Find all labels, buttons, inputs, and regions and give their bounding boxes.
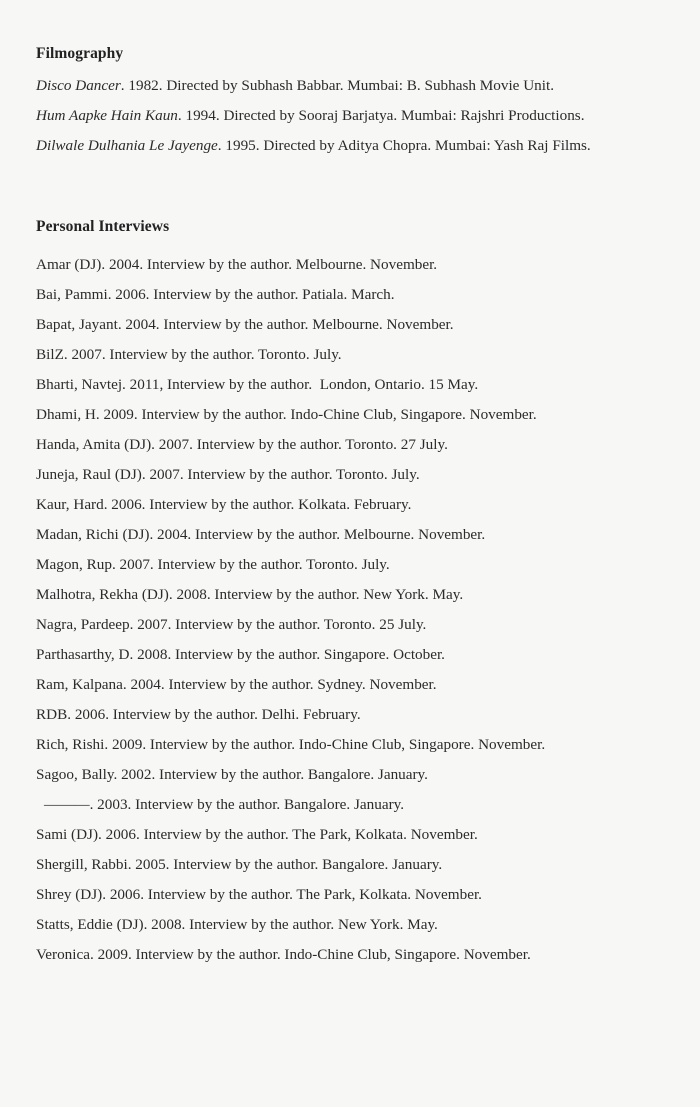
interview-entry: Veronica. 2009. Interview by the author. Indo-Chine Club, Singapore. November. xyxy=(36,946,531,963)
filmography-heading: Filmography xyxy=(36,45,124,62)
interview-entry: Bai, Pammi. 2006. Interview by the author. Patiala. March. xyxy=(36,286,395,303)
personal-interviews-heading: Personal Interviews xyxy=(36,218,170,235)
interview-entry: Madan, Richi (DJ). 2004. Interview by the author. Melbourne. November. xyxy=(36,526,486,543)
film-title: Dilwale Dulhania Le Jayenge xyxy=(36,137,218,154)
filmography-entry xyxy=(36,76,678,95)
interview-entry: Kaur, Hard. 2006. Interview by the author. Kolkata. February. xyxy=(36,496,412,513)
interview-entry: BilZ. 2007. Interview by the author. Toronto. July. xyxy=(36,346,342,363)
interview-entry: Rich, Rishi. 2009. Interview by the author. Indo-Chine Club, Singapore. November. xyxy=(36,736,546,753)
film-title: Hum Aapke Hain Kaun xyxy=(36,107,178,124)
interview-entry: Sami (DJ). 2006. Interview by the author. The Park, Kolkata. November. xyxy=(36,826,478,843)
interview-entry: Sagoo, Bally. 2002. Interview by the author. Bangalore. January. xyxy=(36,766,428,783)
interview-entry: Bapat, Jayant. 2004. Interview by the author. Melbourne. November. xyxy=(36,316,454,333)
interview-entry: Shergill, Rabbi. 2005. Interview by the author. Bangalore. January. xyxy=(36,856,443,873)
interview-entry: Shrey (DJ). 2006. Interview by the author. The Park, Kolkata. November. xyxy=(36,886,482,903)
interview-entry: Malhotra, Rekha (DJ). 2008. Interview by the author. New York. May. xyxy=(36,586,464,603)
film-citation-detail: . 1982. Directed by Subhash Babbar. Mumbai: B. Subhash Movie Unit. xyxy=(120,77,555,94)
interview-entry: Handa, Amita (DJ). 2007. Interview by the author. Toronto. 27 July. xyxy=(36,436,448,453)
interview-entry: Parthasarthy, D. 2008. Interview by the author. Singapore. October. xyxy=(36,646,445,663)
interview-entry: Amar (DJ). 2004. Interview by the author. Melbourne. November. xyxy=(36,256,438,273)
interview-entry: Statts, Eddie (DJ). 2008. Interview by the author. New York. May. xyxy=(36,916,438,933)
film-title: Disco Dancer xyxy=(36,77,121,94)
interview-entry: Nagra, Pardeep. 2007. Interview by the author. Toronto. 25 July. xyxy=(36,616,427,633)
interview-entry: Bharti, Navtej. 2011, Interview by the author. London, Ontario. 15 May. xyxy=(36,376,479,393)
interview-entry: Ram, Kalpana. 2004. Interview by the author. Sydney. November. xyxy=(36,676,437,693)
personal-interviews-list xyxy=(36,250,678,970)
interview-entry-repeated-author: ———. 2003. Interview by the author. Bangalore. January. xyxy=(44,796,405,813)
interview-entry: Dhami, H. 2009. Interview by the author. Indo-Chine Club, Singapore. November. xyxy=(36,406,537,423)
filmography-list xyxy=(36,76,678,155)
interview-entry: Magon, Rup. 2007. Interview by the author. Toronto. July. xyxy=(36,556,390,573)
filmography-entry xyxy=(36,136,678,155)
film-citation-detail: . 1995. Directed by Aditya Chopra. Mumbai: Yash Raj Films. xyxy=(217,137,591,154)
film-citation-detail: . 1994. Directed by Sooraj Barjatya. Mumbai: Rajshri Productions. xyxy=(177,107,585,124)
interview-entry: Juneja, Raul (DJ). 2007. Interview by the author. Toronto. July. xyxy=(36,466,420,483)
interview-entry: RDB. 2006. Interview by the author. Delhi. February. xyxy=(36,706,361,723)
filmography-entry xyxy=(36,106,678,125)
